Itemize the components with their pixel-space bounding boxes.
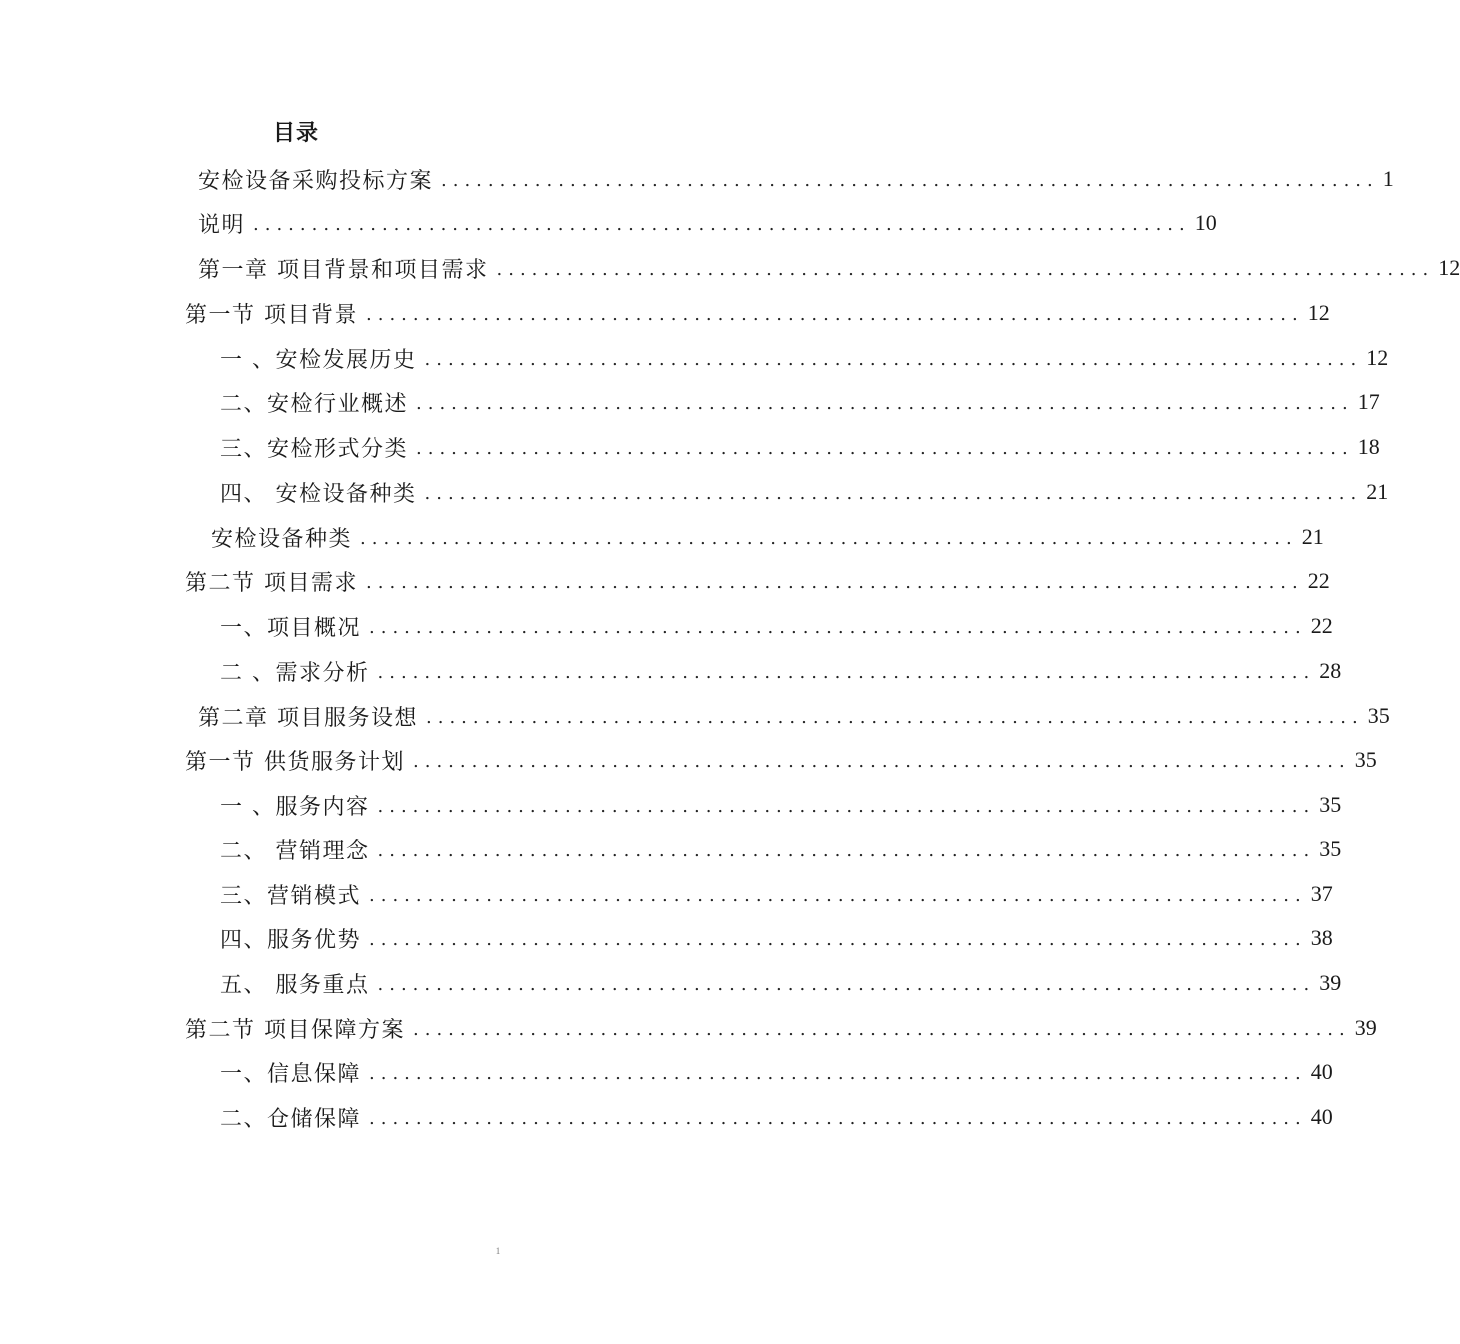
dot-leader: ................................................................................ — [377, 796, 1316, 817]
toc-entry-label: 三、安检形式分类 — [220, 436, 409, 462]
toc-entry-label: 一、项目概况 — [220, 615, 362, 641]
toc-entry-page: 28 — [1319, 658, 1342, 683]
toc-title: 目录 — [273, 121, 320, 146]
toc-entry-page: 35 — [1367, 703, 1390, 728]
toc-entry-label: 第二节 项目保障方案 — [185, 1017, 405, 1043]
toc-entry-label: 三、营销模式 — [220, 883, 362, 909]
dot-leader: ................................................................................ — [413, 1019, 1351, 1040]
dot-leader: ................................................................................ — [366, 572, 1304, 593]
dot-leader: ................................................................................ — [416, 438, 1354, 459]
toc-entry-label: 第二章 项目服务设想 — [198, 705, 418, 731]
toc-entry-label: 一 、服务内容 — [220, 794, 370, 820]
toc-entry-label: 四、 安检设备种类 — [220, 481, 417, 507]
toc-entry-label: 第一节 供货服务计划 — [185, 749, 405, 775]
toc-entry-label: 二、 营销理念 — [220, 838, 370, 864]
dot-leader: ................................................................................ — [416, 393, 1354, 414]
dot-leader: ................................................................................ — [369, 929, 1307, 950]
toc-entry[interactable] — [220, 343, 1389, 373]
toc-entry-page: 17 — [1357, 389, 1380, 414]
toc-entry[interactable] — [185, 566, 1330, 596]
toc-entry[interactable] — [185, 298, 1330, 328]
toc-entry-page: 35 — [1319, 836, 1342, 861]
toc-entry[interactable] — [220, 656, 1342, 686]
dot-leader: ................................................................................ — [366, 304, 1304, 325]
toc-entry-page: 38 — [1310, 925, 1333, 950]
toc-entry[interactable] — [198, 164, 1394, 194]
toc-entry-label: 二、安检行业概述 — [220, 391, 409, 417]
toc-entry[interactable] — [220, 834, 1342, 864]
toc-entry[interactable] — [211, 522, 1324, 552]
dot-leader: ................................................................................ — [360, 528, 1298, 549]
toc-entry[interactable] — [220, 968, 1342, 998]
dot-leader: ................................................................................ — [369, 885, 1307, 906]
dot-leader: ................................................................................ — [377, 974, 1316, 995]
toc-entry-label: 一、信息保障 — [220, 1061, 362, 1087]
toc-entry-page: 22 — [1310, 613, 1333, 638]
toc-entry-page: 40 — [1310, 1104, 1333, 1129]
toc-entry-page: 22 — [1307, 568, 1330, 593]
toc-entry-label: 二 、需求分析 — [220, 660, 370, 686]
toc-entry[interactable] — [220, 1057, 1333, 1087]
dot-leader: ................................................................................ — [369, 1063, 1307, 1084]
toc-entry[interactable] — [198, 701, 1390, 731]
toc-entry-page: 12 — [1366, 345, 1389, 370]
toc-entry-page: 1 — [1382, 166, 1394, 191]
dot-leader: ................................................................................ — [413, 751, 1351, 772]
toc-entry[interactable] — [220, 477, 1389, 507]
toc-entry-label: 四、服务优势 — [220, 927, 362, 953]
page-number: 1 — [495, 1246, 501, 1256]
dot-leader: ................................................................................ — [426, 707, 1364, 728]
toc-entry-page: 35 — [1319, 792, 1342, 817]
dot-leader: ................................................................................ — [496, 259, 1435, 280]
toc-entry[interactable] — [220, 923, 1333, 953]
toc-entry-label: 五、 服务重点 — [220, 972, 370, 998]
toc-entry[interactable] — [220, 879, 1333, 909]
toc-entry[interactable] — [220, 1102, 1333, 1132]
dot-leader: ................................................................................ — [441, 170, 1379, 191]
dot-leader: ................................................................................ — [253, 214, 1191, 235]
toc-entry-label: 一 、安检发展历史 — [220, 347, 417, 373]
dot-leader: ................................................................................ — [369, 1108, 1307, 1129]
toc-entry-page: 21 — [1301, 524, 1324, 549]
toc-entry-label: 第一节 项目背景 — [185, 302, 358, 328]
dot-leader: ................................................................................ — [424, 483, 1363, 504]
toc-entry-page: 40 — [1310, 1059, 1333, 1084]
toc-entry-label: 二、仓储保障 — [220, 1106, 362, 1132]
toc-entry-page: 39 — [1319, 970, 1342, 995]
toc-entry[interactable] — [185, 745, 1377, 775]
toc-entry[interactable] — [220, 432, 1380, 462]
toc-entry-label: 说明 — [198, 212, 246, 238]
toc-entry-label: 第二节 项目需求 — [185, 570, 358, 596]
toc-entry-label: 安检设备采购投标方案 — [198, 168, 434, 194]
dot-leader: ................................................................................ — [424, 349, 1363, 370]
toc-entry[interactable] — [198, 208, 1217, 238]
toc-entry[interactable] — [220, 611, 1333, 641]
toc-entry-page: 21 — [1366, 479, 1389, 504]
toc-entry-page: 10 — [1194, 210, 1217, 235]
toc-entry[interactable] — [220, 790, 1342, 820]
toc-entry-page: 35 — [1354, 747, 1377, 772]
toc-entry-label: 第一章 项目背景和项目需求 — [198, 257, 489, 283]
toc-entry-page: 39 — [1354, 1015, 1377, 1040]
toc-entry[interactable] — [220, 387, 1380, 417]
toc-entry-label: 安检设备种类 — [211, 526, 353, 552]
toc-entry-page: 37 — [1310, 881, 1333, 906]
toc-entry-page: 12 — [1307, 300, 1330, 325]
toc-entry-page: 18 — [1357, 434, 1380, 459]
dot-leader: ................................................................................ — [377, 840, 1316, 861]
toc-entry[interactable] — [198, 253, 1460, 283]
toc-entry-page: 12 — [1438, 255, 1460, 280]
dot-leader: ................................................................................ — [369, 617, 1307, 638]
dot-leader: ................................................................................ — [377, 662, 1316, 683]
toc-entry[interactable] — [185, 1013, 1377, 1043]
